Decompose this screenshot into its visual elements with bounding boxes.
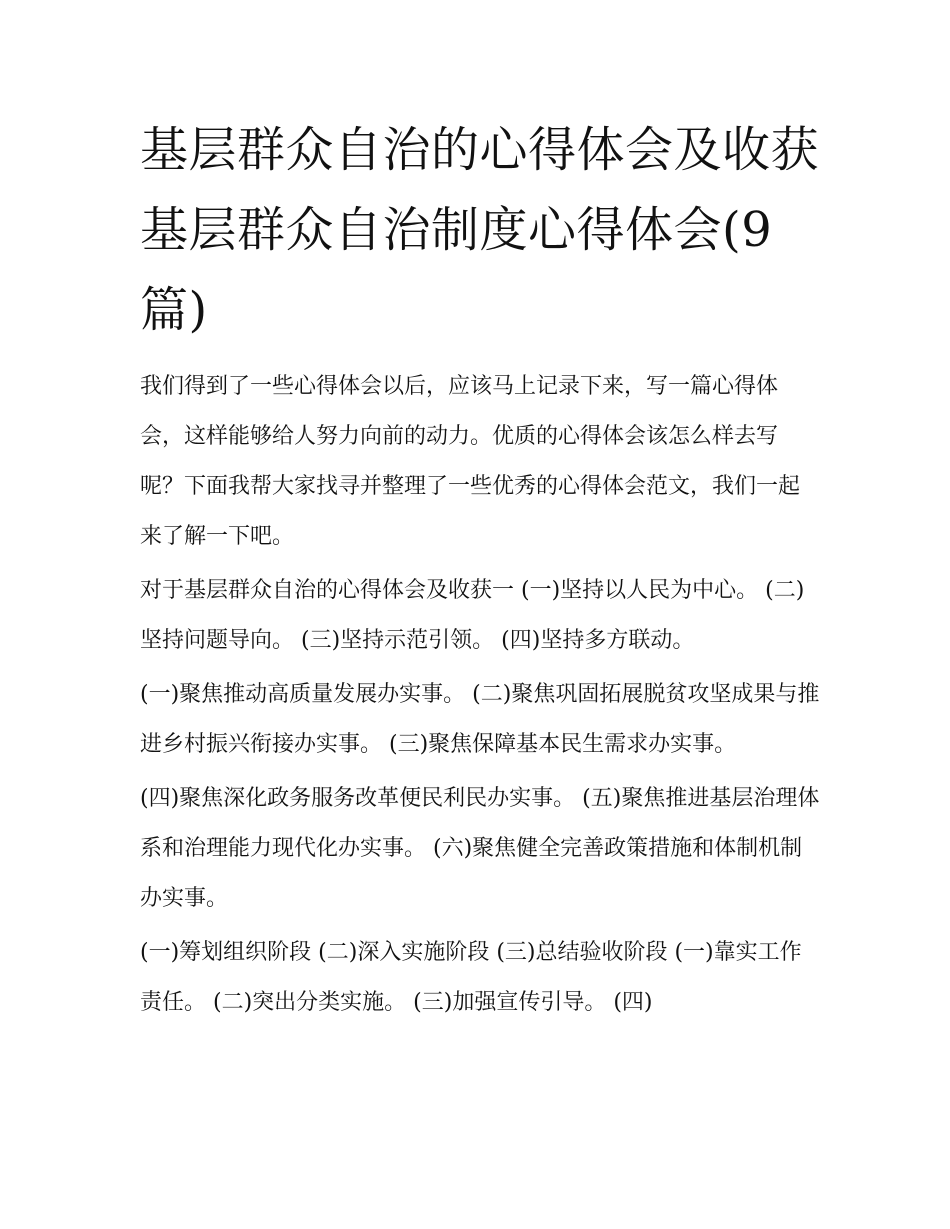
paragraph-focus-2: (四)聚焦深化政务服务改革便民利民办实事。 (五)聚焦推进基层治理体系和治理能力现代化办实事。 (六)聚焦健全完善政策措施和体制机制办实事。 <box>140 786 820 911</box>
paragraph-intro: 我们得到了一些心得体会以后，应该马上记录下来，写一篇心得体会，这样能够给人努力向前的动力。优质的心得体会该怎么样去写呢？下面我帮大家找寻并整理了一些优秀的心得体会范文，我们一起来了解一下吧。 <box>140 374 801 549</box>
document-title: 基层群众自治的心得体会及收获 基层群众自治制度心得体会(9篇) <box>140 122 820 338</box>
document-content <box>140 110 820 1032</box>
paragraph-stages: (一)筹划组织阶段 (二)深入实施阶段 (三)总结验收阶段 (一)靠实工作责任。 (二)突出分类实施。 (三)加强宣传引导。 (四) <box>140 940 802 1015</box>
paragraph-principles: 对于基层群众自治的心得体会及收获一 (一)坚持以人民为中心。 (二)坚持问题导向。 (三)坚持示范引领。 (四)坚持多方联动。 <box>140 578 805 653</box>
paragraph-focus-1: (一)聚焦推动高质量发展办实事。 (二)聚焦巩固拓展脱贫攻坚成果与推进乡村振兴衔接办实事。 (三)聚焦保障基本民生需求办实事。 <box>140 682 820 757</box>
